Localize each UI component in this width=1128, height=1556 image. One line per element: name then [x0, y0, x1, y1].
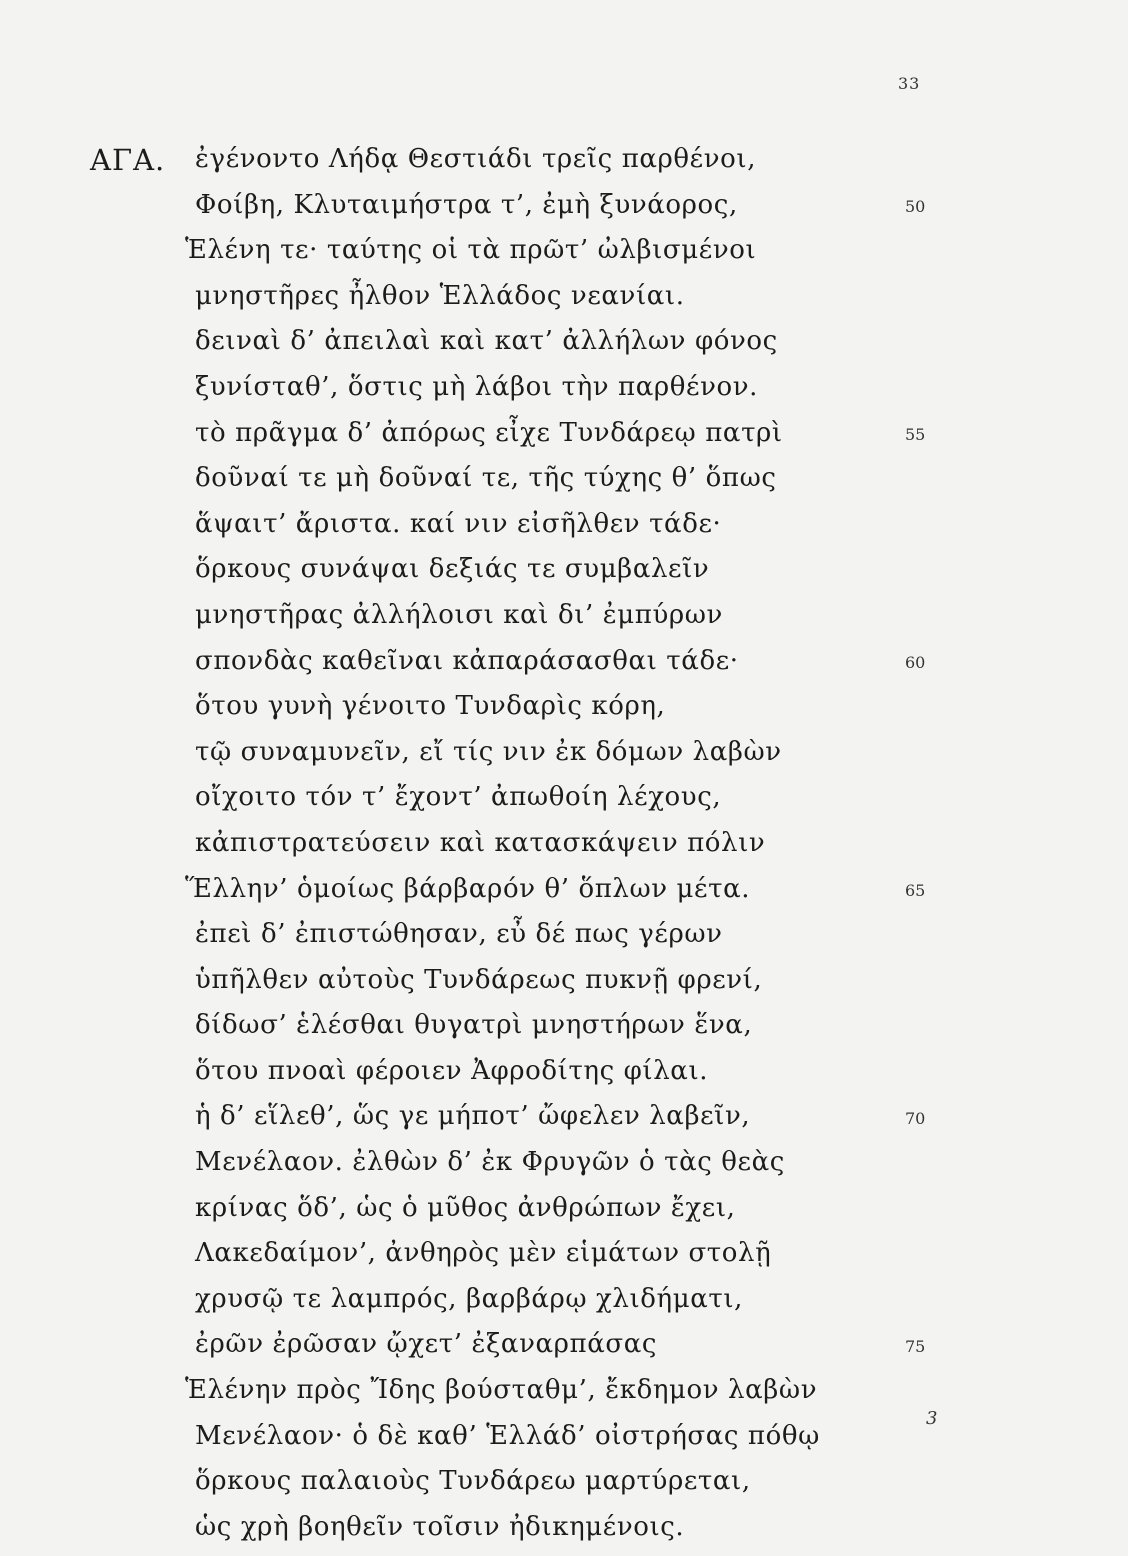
verse-line: Μενέλαον. ἐλθὼν δ’ ἐκ Φρυγῶν ὁ τὰς θεὰς [195, 1147, 785, 1178]
verse-line: ἡ δ’ εἵλεθ’, ὥς γε μήποτ’ ὤφελεν λαβεῖν, [195, 1101, 751, 1132]
verse-line: ὅρκους παλαιοὺς Τυνδάρεω μαρτύρεται, [195, 1466, 751, 1497]
verse-line: οἴχοιτο τόν τ’ ἔχοντ’ ἀπωθοίη λέχους, [195, 782, 722, 813]
line-number: 70 [905, 1108, 926, 1128]
verse-line: τῷ συναμυνεῖν, εἴ τίς νιν ἐκ δόμων λαβὼν [195, 736, 782, 767]
verse-line: ὡς χρὴ βοηθεῖν τοῖσιν ἠδικημένοις. [195, 1511, 685, 1542]
line-number: 60 [905, 652, 926, 672]
verse-line: Ἑλένη τε· ταύτης οἱ τὰ πρῶτ’ ὠλβισμένοι [185, 235, 757, 266]
verse-line: κἀπιστρατεύσειν καὶ κατασκάψειν πόλιν [195, 827, 766, 858]
verse-line: Μενέλαον· ὁ δὲ καθ’ Ἑλλάδ’ οἰστρήσας πόθῳ [195, 1420, 820, 1451]
verse-line: δειναὶ δ’ ἀπειλαὶ καὶ κατ’ ἀλλήλων φόνος [195, 326, 778, 357]
verse-line: ἅψαιτ’ ἄριστα. καί νιν εἰσῆλθεν τάδε· [195, 508, 722, 539]
verse-line: κρίνας ὅδ’, ὡς ὁ μῦθος ἀνθρώπων ἔχει, [195, 1192, 736, 1223]
line-number: 55 [905, 424, 926, 444]
verse-line: Ἕλλην’ ὁμοίως βάρβαρόν θ’ ὅπλων μέτα. [185, 873, 751, 904]
verse-line: δοῦναί τε μὴ δοῦναί τε, τῆς τύχης θ’ ὅπως [195, 463, 777, 494]
verse-line: μνηστῆρες ἦλθον Ἑλλάδος νεανίαι. [195, 280, 685, 311]
verse-line: τὸ πρᾶγμα δ’ ἀπόρως εἶχε Τυνδάρεῳ πατρὶ [195, 417, 783, 448]
verse-line: σπονδὰς καθεῖναι κἀπαράσασθαι τάδε· [195, 645, 739, 676]
verse-line: ἐπεὶ δ’ ἐπιστώθησαν, εὖ δέ πως γέρων [195, 919, 723, 950]
line-number: 65 [905, 880, 926, 900]
line-number: 50 [905, 196, 926, 216]
signature-mark: 3 [926, 1408, 938, 1429]
line-number: 75 [905, 1336, 926, 1356]
verse-line: Φοίβη, Κλυταιμήστρα τ’, ἐμὴ ξυνάορος, [195, 189, 738, 220]
verse-line: ξυνίσταθ’, ὅστις μὴ λάβοι τὴν παρθένον. [195, 371, 759, 402]
verse-block [185, 143, 875, 1556]
verse-line: ἐρῶν ἐρῶσαν ᾤχετ’ ἐξαναρπάσας [195, 1329, 658, 1360]
verse-line: Λακεδαίμον’, ἀνθηρὸς μὲν εἱμάτων στολῇ [195, 1238, 772, 1269]
verse-line: ὅτου γυνὴ γένοιτο Τυνδαρὶς κόρη, [195, 691, 666, 722]
verse-line: δίδωσ’ ἑλέσθαι θυγατρὶ μνηστήρων ἕνα, [195, 1010, 753, 1041]
verse-line: ὅρκους συνάψαι δεξιάς τε συμβαλεῖν [195, 554, 710, 585]
verse-line: ἐγένοντο Λήδᾳ Θεστιάδι τρεῖς παρθένοι, [195, 144, 757, 174]
page-number: 33 [898, 74, 921, 93]
verse-line: ὑπῆλθεν αὐτοὺς Τυνδάρεως πυκνῇ φρενί, [195, 964, 763, 995]
verse-line: ὅτου πνοαὶ φέροιεν Ἀφροδίτης φίλαι. [195, 1055, 709, 1086]
speaker-label: ΑΓΑ. [90, 143, 166, 177]
verse-line: μνηστῆρας ἀλλήλοισι καὶ δι’ ἐμπύρων [195, 599, 723, 630]
verse-line: Ἑλένην πρὸς Ἴδης βούσταθμ’, ἔκδημον λαβὼν [185, 1375, 818, 1406]
verse-line: χρυσῷ τε λαμπρός, βαρβάρῳ χλιδήματι, [195, 1283, 743, 1314]
